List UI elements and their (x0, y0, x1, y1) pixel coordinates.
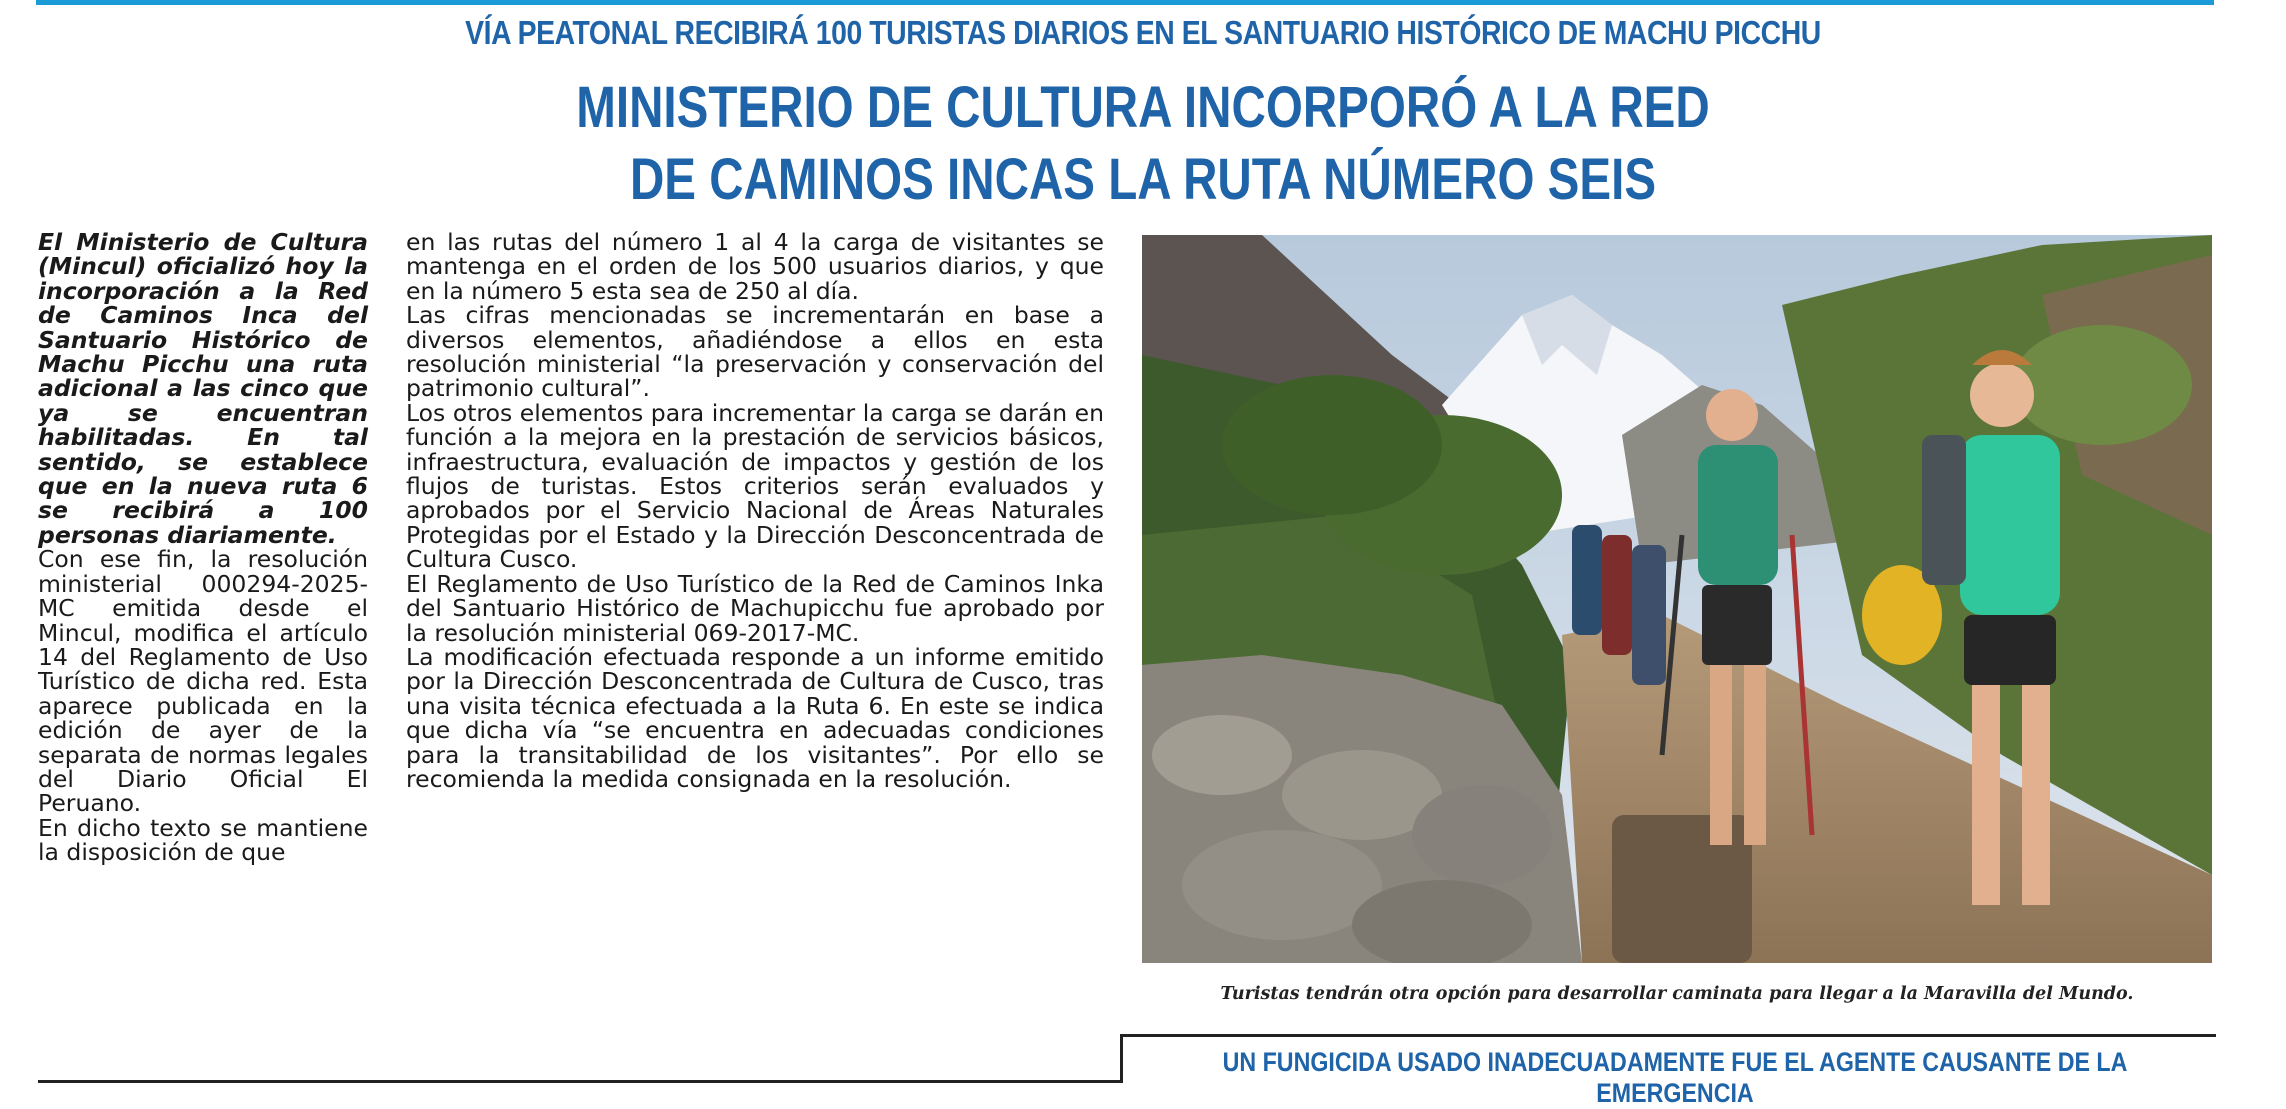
section-divider (1120, 1034, 2216, 1037)
body-paragraph: En dicho texto se mantiene la disposición de que (38, 813, 368, 867)
hikers-photo (1142, 235, 2212, 963)
body-paragraph: El Reglamento de Uso Turístico de la Red de Caminos Inka del Santuario Histórico de Machupicchu fue aprobado por la resolución ministerial 069-2017-MC. (406, 569, 1104, 647)
headline-line-2: DE CAMINOS INCAS LA RUTA NÚMERO SEIS (629, 147, 1657, 212)
section-divider (1120, 1034, 1123, 1083)
body-paragraph: Los otros elementos para incrementar la carga se darán en función a la mejora en la prestación de servicios básicos, infraestructura, evaluación de impactos y gestión de los flujos de turistas. Estos criterios serán evaluados y aprobados por el Servicio Nacional de Áreas Naturales Protegidas por el Estado y la Dirección Desconcentrada de Cultura Cusco. (406, 398, 1104, 574)
body-paragraph: Con ese fin, la resolución ministerial 000294-2025-MC emitida desde el Mincul, modifica el artículo 14 del Reglamento de Uso Turístico de dicha red. Esta aparece publicada en la edición de ayer de la separata de normas legales del Diario Oficial El Peruano. (38, 545, 368, 818)
headline-line-1: MINISTERIO DE CULTURA INCORPORÓ A LA RED (576, 75, 1710, 140)
kicker-headline: VÍA PEATONAL RECIBIRÁ 100 TURISTAS DIARIOS EN EL SANTUARIO HISTÓRICO DE MACHU PICCHU (465, 14, 1821, 51)
body-paragraph: en las rutas del número 1 al 4 la carga de visitantes se mantenga en el orden de los 500 usuarios diarios, y que en la número 5 esta sea de 250 al día. (406, 228, 1104, 305)
main-headline (206, 72, 2081, 216)
top-accent-rule (36, 0, 2214, 5)
next-article-headline: UN FUNGICIDA USADO INADECUADAMENTE FUE EL AGENTE CAUSANTE DE LA EMERGENCIA (1222, 1047, 2128, 1108)
lead-paragraph: El Ministerio de Cultura (Mincul) oficializó hoy la incorporación a la Red de Caminos Inca del Santuario Histórico de Machu Picchu una ruta adicional a las cinco que ya se encuentran habilitadas. En tal sentido, se establece que en la nueva ruta 6 se recibirá a 100 personas diariamente. (38, 228, 368, 549)
article-column-2 (406, 230, 1104, 791)
body-paragraph: Las cifras mencionadas se incrementarán en base a diversos elementos, añadiéndose a ellos en esta resolución ministerial “la preservación y conservación del patrimonio cultural”. (406, 301, 1104, 403)
article-column-1 (38, 230, 368, 865)
photo-caption: Turistas tendrán otra opción para desarrollar caminata para llegar a la Maravilla del Mundo. (1220, 984, 2134, 1004)
body-paragraph: La modificación efectuada responde a un informe emitido por la Dirección Desconcentrada de Cultura de Cusco, tras una visita técnica efectuada a la Ruta 6. En este se indica que dicha vía “se encuentra en adecuadas condiciones para la transitabilidad de los visitantes”. Por ello se recomienda la medida consignada en la resolución. (406, 642, 1104, 793)
